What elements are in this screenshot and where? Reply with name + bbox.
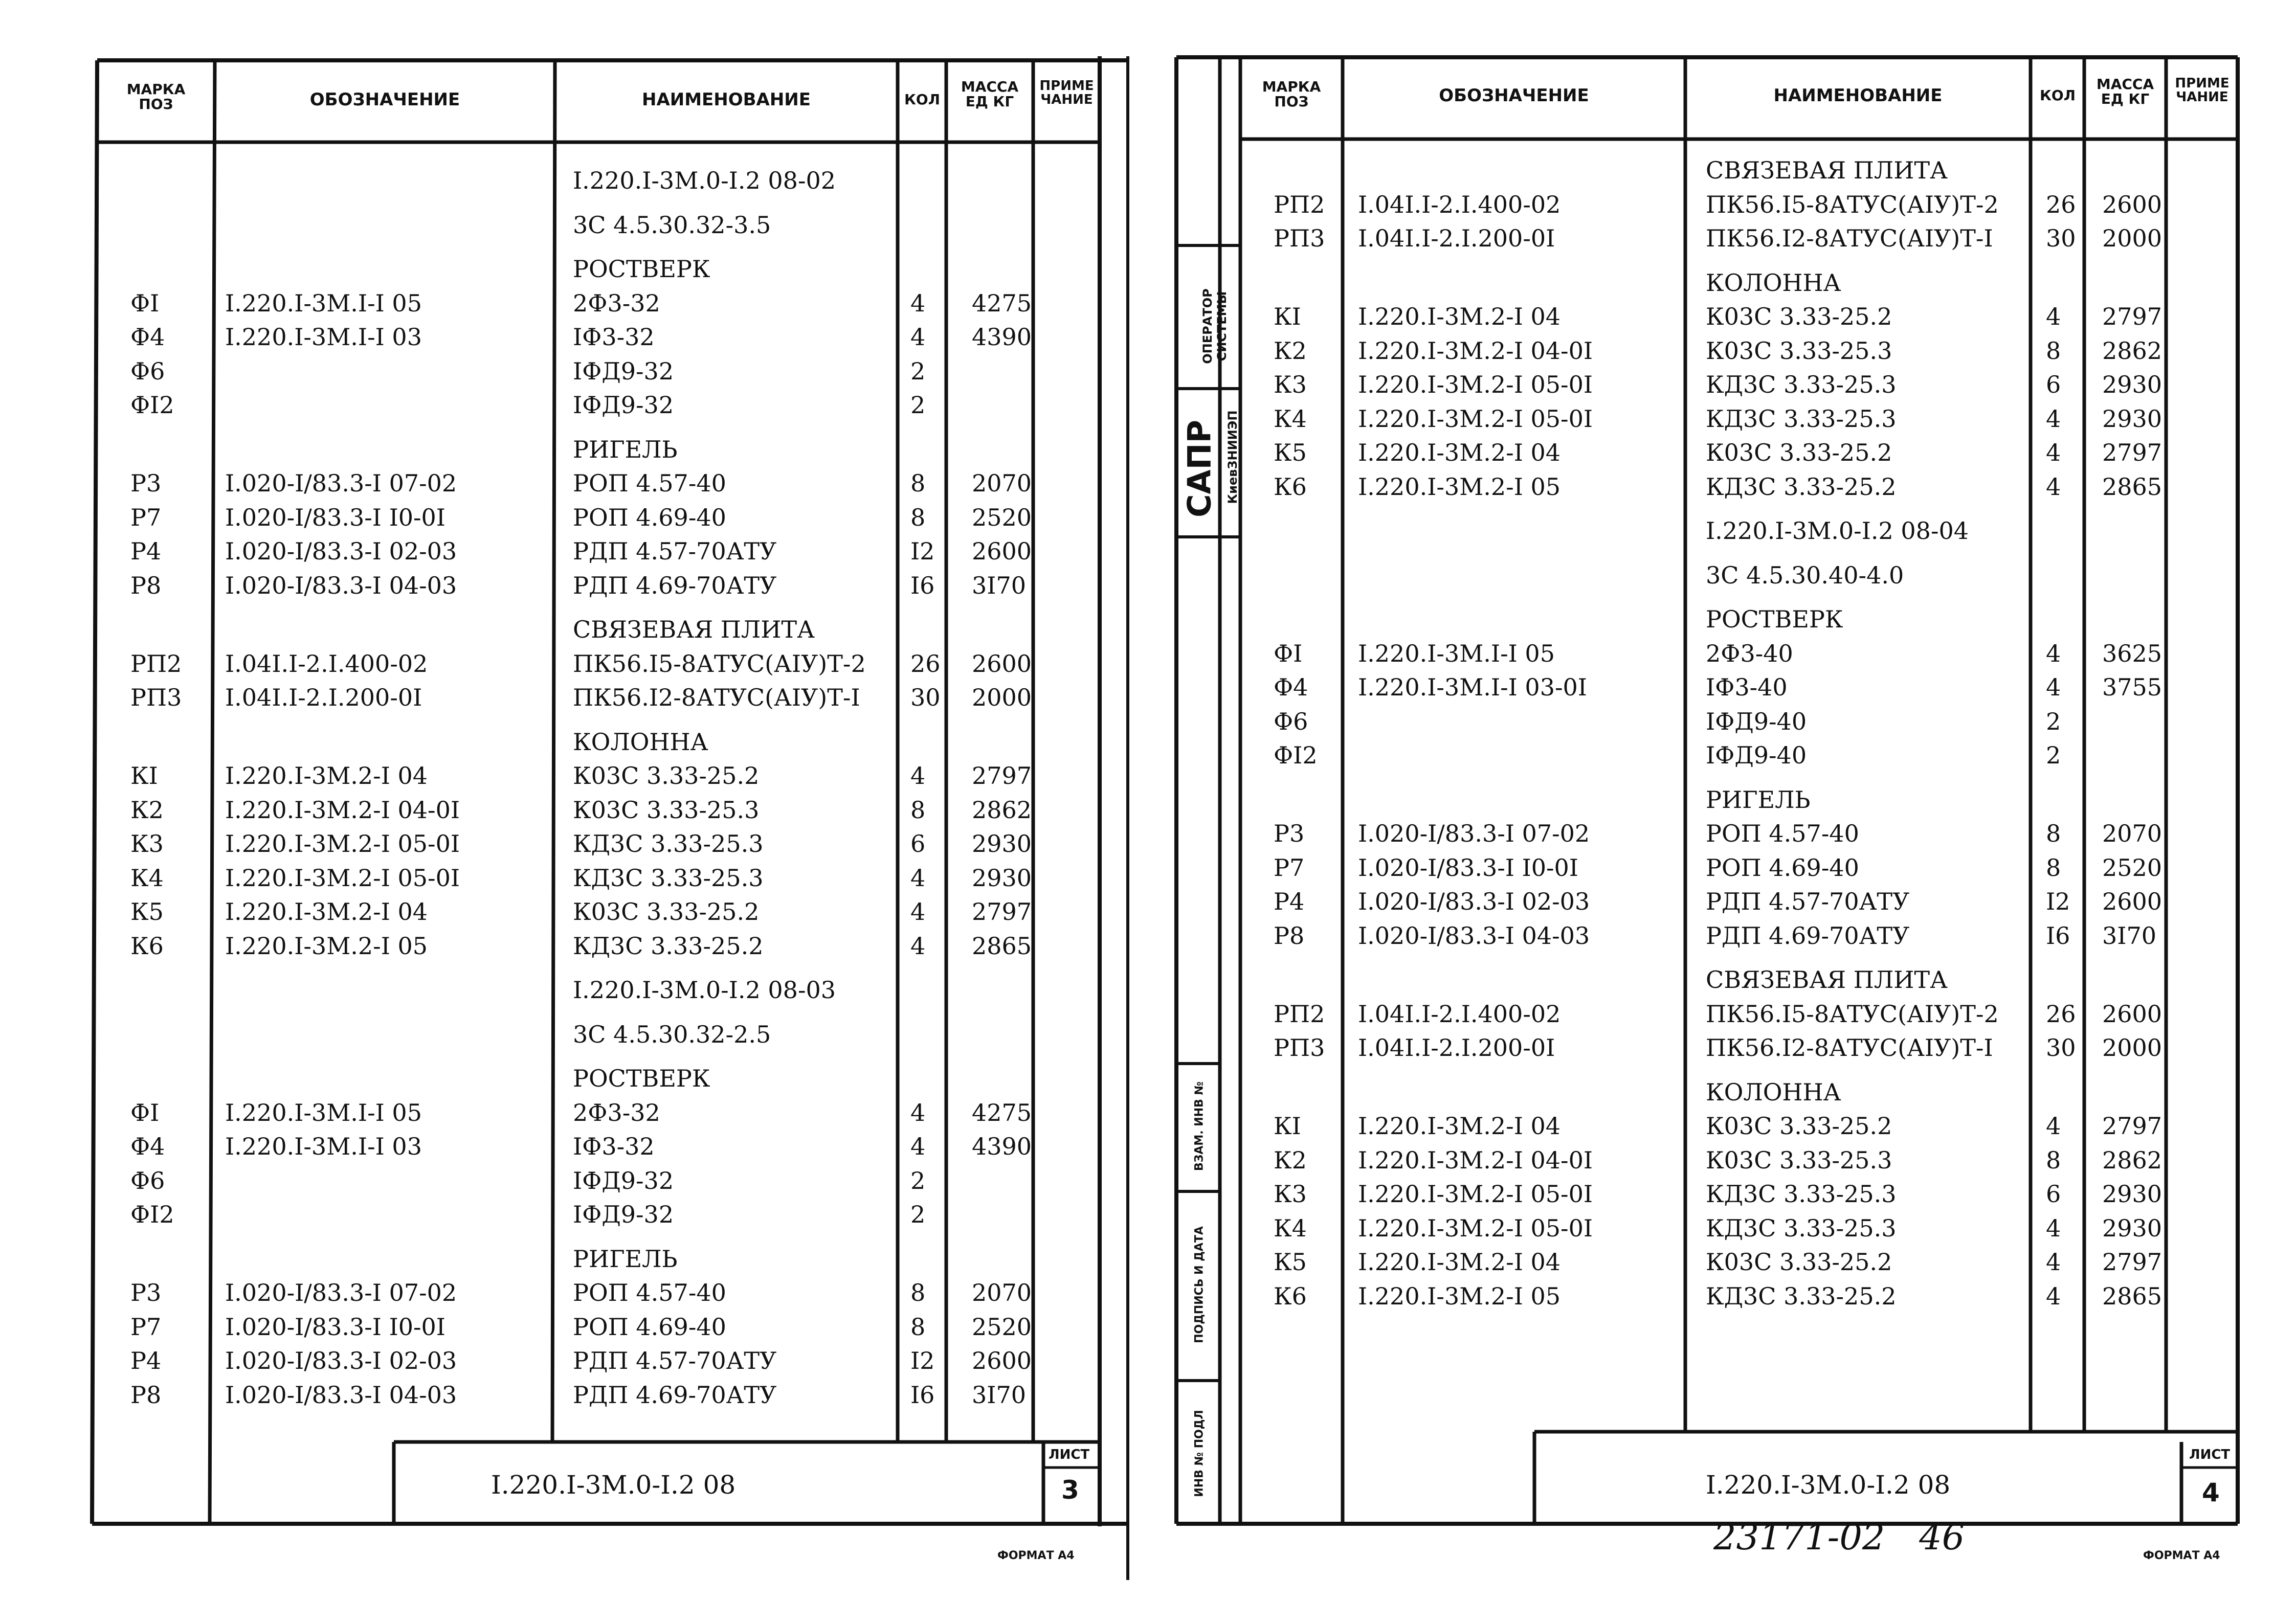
cell-mass: 2520	[972, 503, 1032, 531]
cell-mass: 4390	[972, 1133, 1032, 1160]
cell-name: I.220.I-3М.0-I.2 08-02	[573, 167, 836, 194]
cell-name: РОСТВЕРК	[1706, 605, 1843, 633]
cell-name: К03С 3.33-25.3	[1706, 336, 1892, 365]
cell-name: К03С 3.33-25.2	[1706, 439, 1892, 466]
cell-qty: 4	[2046, 1214, 2061, 1242]
cell-qty: 8	[910, 503, 926, 531]
cell-pos: Р3	[130, 469, 162, 497]
cell-name: 3С 4.5.30.32-2.5	[573, 1020, 771, 1048]
cell-pos: К6	[130, 932, 164, 960]
cell-mass: 2070	[972, 1279, 1032, 1306]
cell-qty: 4	[910, 864, 926, 892]
cell-designation: I.020-I/83.3-I 04-03	[225, 571, 457, 599]
cell-qty: 2	[910, 391, 926, 419]
cell-mass: 2865	[972, 932, 1032, 960]
cell-pos: Р4	[130, 1347, 162, 1374]
cell-designation: I.220.I-3М.2-I 04	[1358, 303, 1561, 330]
cell-designation: I.04I.I-2.I.400-02	[1358, 190, 1561, 218]
cell-designation: I.220.I-3М.I-I 03-0I	[1358, 673, 1587, 701]
cell-name: К03С 3.33-25.2	[1706, 303, 1892, 330]
cell-pos: ФI2	[130, 1201, 174, 1228]
cell-qty: 4	[910, 932, 926, 960]
cell-pos: Р8	[1274, 921, 1305, 950]
cell-designation: I.020-I/83.3-I 07-02	[225, 469, 457, 497]
cell-mass: 2000	[2102, 224, 2163, 252]
cell-name: РДП 4.57-70АТУ	[573, 537, 777, 565]
cell-pos: К2	[130, 796, 164, 824]
cell-name: ПК56.I2-8АТУС(АIУ)Т-I	[1706, 1034, 1993, 1062]
cell-qty: 4	[2046, 1248, 2061, 1276]
cell-qty: 4	[2046, 404, 2061, 433]
cell-pos: К3	[1274, 1180, 1307, 1208]
cell-designation: I.020-I/83.3-I 04-03	[1358, 921, 1590, 950]
cell-qty: I2	[2046, 888, 2070, 915]
cell-name: КОЛОННА	[1706, 1078, 1841, 1106]
cell-name: ПК56.I2-8АТУС(АIУ)Т-I	[573, 684, 860, 711]
cell-qty: 2	[910, 1166, 926, 1194]
cell-pos: КI	[130, 762, 158, 789]
cell-designation: I.220.I-3М.2-I 05-0I	[1358, 404, 1593, 433]
cell-designation: I.220.I-3М.2-I 04-0I	[1358, 1146, 1593, 1174]
cell-pos: Ф4	[130, 1133, 165, 1160]
cell-designation: I.220.I-3М.2-I 05	[1358, 1282, 1561, 1310]
cell-qty: 2	[2046, 741, 2061, 769]
cell-designation: I.04I.I-2.I.200-0I	[225, 684, 422, 711]
cell-mass: 4390	[972, 323, 1032, 351]
cell-mass: 2000	[2102, 1034, 2163, 1062]
cell-name: РОП 4.69-40	[573, 1313, 726, 1341]
cell-mass: 2600	[972, 1347, 1032, 1374]
cell-pos: ФI2	[130, 391, 174, 419]
cell-name: КОЛОННА	[1706, 268, 1841, 297]
cell-pos: К4	[130, 864, 164, 892]
cell-name: IФД9-32	[573, 1201, 674, 1228]
cell-qty: 4	[910, 1133, 926, 1160]
cell-pos: КI	[1274, 303, 1301, 330]
cell-name: 3С 4.5.30.32-3.5	[573, 211, 771, 239]
cell-name: ПК56.I5-8АТУС(АIУ)Т-2	[573, 649, 866, 678]
cell-designation: I.220.I-3М.2-I 04-0I	[225, 796, 460, 824]
cell-qty: I6	[910, 571, 935, 599]
cell-name: РДП 4.69-70АТУ	[1706, 921, 1910, 950]
cell-name: РОСТВЕРК	[573, 1065, 710, 1092]
cell-pos: Р4	[1274, 888, 1305, 915]
cell-qty: 8	[2046, 336, 2061, 365]
cell-name: КД3С 3.33-25.2	[573, 932, 764, 960]
cell-pos: РП2	[1274, 190, 1325, 218]
cell-name: I.220.I-3М.0-I.2 08-04	[1706, 517, 1969, 545]
cell-mass: 3I70	[972, 571, 1026, 599]
cell-designation: I.220.I-3М.2-I 05-0I	[1358, 371, 1593, 398]
cell-pos: К2	[1274, 1146, 1307, 1174]
cell-qty: I2	[910, 537, 935, 565]
cell-qty: 4	[2046, 639, 2061, 667]
header-note: ПРИМЕ ЧАНИЕ	[2175, 76, 2230, 105]
cell-mass: 2797	[2102, 303, 2163, 330]
cell-designation: I.020-I/83.3-I 02-03	[225, 537, 457, 565]
cell-designation: I.220.I-3М.2-I 05-0I	[1358, 1180, 1593, 1208]
cell-name: КД3С 3.33-25.3	[1706, 371, 1897, 398]
cell-pos: К5	[1274, 439, 1307, 466]
cell-qty: 8	[910, 1313, 926, 1341]
cell-name: КД3С 3.33-25.3	[1706, 404, 1897, 433]
cell-qty: 8	[2046, 820, 2061, 847]
cell-pos: Р3	[130, 1279, 162, 1306]
cell-pos: К3	[1274, 371, 1307, 398]
cell-qty: I6	[2046, 921, 2070, 950]
cell-pos: К6	[1274, 472, 1307, 501]
cell-pos: К2	[1274, 336, 1307, 365]
cell-qty: 26	[2046, 190, 2076, 218]
cell-pos: К6	[1274, 1282, 1307, 1310]
cell-name: IФД9-32	[573, 1166, 674, 1194]
header-mass: МАССА ЕД КГ	[961, 78, 1019, 110]
cell-mass: 2862	[972, 796, 1032, 824]
cell-mass: 2070	[972, 469, 1032, 497]
cell-designation: I.020-I/83.3-I 04-03	[225, 1381, 457, 1409]
cell-name: К03С 3.33-25.2	[1706, 1248, 1892, 1276]
cell-pos: Р8	[130, 1381, 162, 1409]
document-code: I.220.I-3М.0-I.2 08	[491, 1470, 736, 1500]
cell-mass: 3625	[2102, 639, 2163, 667]
cell-designation: I.220.I-3М.2-I 04	[225, 898, 428, 926]
cell-pos: Ф6	[130, 1166, 165, 1194]
cell-name: КД3С 3.33-25.3	[1706, 1180, 1897, 1208]
cell-designation: I.220.I-3М.2-I 05-0I	[225, 864, 460, 892]
cell-name: IФД9-32	[573, 391, 674, 419]
cell-pos: КI	[1274, 1112, 1301, 1140]
header-pos: МАРКА ПОЗ	[126, 81, 186, 113]
cell-designation: I.220.I-3М.I-I 05	[225, 289, 422, 317]
cell-mass: 2930	[972, 864, 1032, 892]
cell-designation: I.04I.I-2.I.200-0I	[1358, 224, 1555, 252]
cell-name: К03С 3.33-25.2	[573, 762, 760, 789]
cell-mass: 3I70	[972, 1381, 1026, 1409]
cell-mass: 4275	[972, 289, 1032, 317]
cell-qty: 4	[2046, 1112, 2061, 1140]
cell-designation: I.220.I-3М.I-I 05	[1358, 639, 1555, 667]
cell-name: КД3С 3.33-25.2	[1706, 1282, 1897, 1310]
stamp-sapr: САПР	[1180, 420, 1218, 517]
cell-name: IФ3-32	[573, 323, 655, 351]
cell-mass: 2797	[2102, 439, 2163, 466]
cell-designation: I.020-I/83.3-I 07-02	[225, 1279, 457, 1306]
cell-name: К03С 3.33-25.2	[573, 898, 760, 926]
cell-mass: 2930	[2102, 371, 2163, 398]
cell-designation: I.220.I-3М.2-I 04	[1358, 1248, 1561, 1276]
cell-mass: 2797	[2102, 1112, 2163, 1140]
cell-mass: 2930	[2102, 1180, 2163, 1208]
cell-designation: I.220.I-3М.2-I 05-0I	[1358, 1214, 1593, 1242]
cell-designation: I.020-I/83.3-I 02-03	[1358, 888, 1590, 915]
cell-name: РОП 4.69-40	[1706, 853, 1859, 882]
cell-qty: 2	[910, 357, 926, 385]
cell-designation: I.220.I-3М.2-I 05	[225, 932, 428, 960]
cell-name: 2Ф3-32	[573, 289, 660, 317]
cell-qty: 26	[2046, 1000, 2076, 1028]
header-designation: ОБОЗНАЧЕНИЕ	[1439, 85, 1589, 106]
cell-qty: 4	[2046, 303, 2061, 330]
sheet-number: 4	[2202, 1478, 2220, 1507]
header-name: НАИМЕНОВАНИЕ	[641, 89, 811, 110]
cell-name: ПК56.I5-8АТУС(АIУ)Т-2	[1706, 190, 1999, 218]
cell-qty: I6	[910, 1381, 935, 1409]
cell-pos: Ф4	[1274, 673, 1308, 701]
cell-name: СВЯЗЕВАЯ ПЛИТА	[1706, 966, 1948, 994]
cell-pos: ФI	[1274, 639, 1303, 667]
cell-name: РДП 4.57-70АТУ	[1706, 888, 1910, 915]
cell-name: РОП 4.69-40	[573, 503, 726, 531]
cell-designation: I.04I.I-2.I.400-02	[225, 649, 428, 678]
side-label-original-inv: ИНВ № ПОДЛ	[1193, 1410, 1206, 1497]
cell-name: КД3С 3.33-25.3	[573, 830, 764, 858]
header-pos: МАРКА ПОЗ	[1262, 78, 1321, 110]
cell-qty: 26	[910, 649, 941, 678]
cell-name: К03С 3.33-25.2	[1706, 1112, 1892, 1140]
cell-mass: 2070	[2102, 820, 2163, 847]
sheet-label: ЛИСТ	[1049, 1447, 1090, 1462]
stamp-operator: ОПЕРАТОР СИСТЕМЫ	[1200, 288, 1229, 364]
cell-mass: 2862	[2102, 336, 2163, 365]
cell-designation: I.020-I/83.3-I I0-0I	[1358, 853, 1578, 882]
document-code: I.220.I-3М.0-I.2 08	[1706, 1470, 1951, 1500]
cell-mass: 2930	[2102, 1214, 2163, 1242]
cell-qty: 4	[910, 289, 926, 317]
cell-designation: I.020-I/83.3-I I0-0I	[225, 1313, 445, 1341]
stamp-organization: КиевЗНИИЭП	[1225, 410, 1240, 504]
cell-qty: 8	[910, 469, 926, 497]
cell-qty: 4	[910, 323, 926, 351]
cell-name: РДП 4.69-70АТУ	[573, 571, 777, 599]
cell-name: РОП 4.57-40	[1706, 820, 1859, 847]
cell-designation: I.220.I-3М.I-I 03	[225, 1133, 422, 1160]
cell-mass: 2930	[972, 830, 1032, 858]
cell-mass: 2797	[2102, 1248, 2163, 1276]
cell-qty: 4	[2046, 439, 2061, 466]
format-label: ФОРМАТ А4	[997, 1549, 1075, 1562]
cell-name: 2Ф3-32	[573, 1098, 660, 1126]
cell-mass: 2600	[972, 537, 1032, 565]
cell-designation: I.020-I/83.3-I I0-0I	[225, 503, 445, 531]
cell-mass: 2797	[972, 762, 1032, 789]
cell-name: РИГЕЛЬ	[573, 435, 678, 463]
cell-name: РДП 4.69-70АТУ	[573, 1381, 777, 1409]
cell-pos: Р4	[130, 537, 162, 565]
cell-qty: 4	[2046, 472, 2061, 501]
cell-pos: К4	[1274, 404, 1307, 433]
cell-name: 3С 4.5.30.40-4.0	[1706, 561, 1904, 589]
cell-name: IФ3-40	[1706, 673, 1788, 701]
cell-name: IФ3-32	[573, 1133, 655, 1160]
cell-mass: 2600	[2102, 1000, 2163, 1028]
cell-name: СВЯЗЕВАЯ ПЛИТА	[573, 616, 815, 643]
cell-name: РОП 4.57-40	[573, 1279, 726, 1306]
cell-pos: РП2	[130, 649, 182, 678]
cell-qty: 30	[2046, 1034, 2076, 1062]
handwritten-inventory-number: 23171-02 46	[1713, 1516, 1965, 1558]
cell-qty: I2	[910, 1347, 935, 1374]
cell-name: ПК56.I5-8АТУС(АIУ)Т-2	[1706, 1000, 1999, 1028]
cell-designation: I.220.I-3М.2-I 04-0I	[1358, 336, 1593, 365]
cell-name: РИГЕЛЬ	[573, 1245, 678, 1273]
format-label: ФОРМАТ А4	[2143, 1549, 2220, 1562]
cell-name: КД3С 3.33-25.3	[1706, 1214, 1897, 1242]
cell-mass: 2520	[2102, 853, 2163, 882]
cell-qty: 4	[910, 1098, 926, 1126]
cell-pos: Р7	[1274, 853, 1305, 882]
cell-qty: 2	[910, 1201, 926, 1228]
cell-designation: I.220.I-3М.2-I 04	[1358, 439, 1561, 466]
cell-mass: 3755	[2102, 673, 2163, 701]
cell-name: 2Ф3-40	[1706, 639, 1793, 667]
cell-name: РОП 4.57-40	[573, 469, 726, 497]
cell-pos: К5	[130, 898, 164, 926]
header-note: ПРИМЕ ЧАНИЕ	[1039, 78, 1094, 108]
cell-pos: РП2	[1274, 1000, 1325, 1028]
cell-name: IФД9-32	[573, 357, 674, 385]
cell-qty: 8	[2046, 853, 2061, 882]
cell-qty: 30	[910, 684, 941, 711]
header-qty: КОЛ	[2040, 87, 2076, 104]
cell-qty: 4	[910, 762, 926, 789]
cell-pos: Р7	[130, 1313, 162, 1341]
cell-designation: I.220.I-3М.2-I 05	[1358, 472, 1561, 501]
cell-qty: 8	[2046, 1146, 2061, 1174]
cell-qty: 8	[910, 796, 926, 824]
cell-qty: 30	[2046, 224, 2076, 252]
cell-mass: 2000	[972, 684, 1032, 711]
cell-designation: I.04I.I-2.I.200-0I	[1358, 1034, 1555, 1062]
cell-pos: Ф4	[130, 323, 165, 351]
cell-pos: Р3	[1274, 820, 1305, 847]
cell-designation: I.020-I/83.3-I 07-02	[1358, 820, 1590, 847]
cell-qty: 8	[910, 1279, 926, 1306]
cell-mass: 2600	[2102, 888, 2163, 915]
cell-name: К03С 3.33-25.3	[573, 796, 760, 824]
cell-qty: 6	[910, 830, 926, 858]
sheet-number: 3	[1061, 1475, 1079, 1505]
cell-pos: К5	[1274, 1248, 1307, 1276]
cell-designation: I.020-I/83.3-I 02-03	[225, 1347, 457, 1374]
header-designation: ОБОЗНАЧЕНИЕ	[309, 89, 460, 110]
cell-pos: РП3	[1274, 224, 1325, 252]
cell-designation: I.220.I-3М.2-I 05-0I	[225, 830, 460, 858]
header-qty: КОЛ	[904, 91, 940, 108]
cell-pos: ФI	[130, 1098, 160, 1126]
cell-mass: 2797	[972, 898, 1032, 926]
cell-name: ПК56.I2-8АТУС(АIУ)Т-I	[1706, 224, 1993, 252]
cell-name: К03С 3.33-25.3	[1706, 1146, 1892, 1174]
cell-mass: 2600	[2102, 190, 2163, 218]
cell-mass: 4275	[972, 1098, 1032, 1126]
header-name: НАИМЕНОВАНИЕ	[1773, 85, 1943, 106]
cell-mass: 2930	[2102, 404, 2163, 433]
cell-mass: 2865	[2102, 1282, 2163, 1310]
cell-pos: РП3	[1274, 1034, 1325, 1062]
cell-name: РДП 4.57-70АТУ	[573, 1347, 777, 1374]
cell-qty: 2	[2046, 707, 2061, 735]
cell-name: РОСТВЕРК	[573, 255, 710, 283]
cell-mass: 3I70	[2102, 921, 2156, 950]
cell-qty: 4	[2046, 673, 2061, 701]
cell-qty: 6	[2046, 1180, 2061, 1208]
cell-name: КД3С 3.33-25.3	[573, 864, 764, 892]
cell-mass: 2600	[972, 649, 1032, 678]
side-label-replacement-inv: ВЗАМ. ИНВ №	[1193, 1081, 1206, 1171]
cell-qty: 6	[2046, 371, 2061, 398]
cell-qty: 4	[910, 898, 926, 926]
cell-pos: Р7	[130, 503, 162, 531]
cell-pos: Р8	[130, 571, 162, 599]
cell-designation: I.220.I-3М.I-I 05	[225, 1098, 422, 1126]
cell-pos: Ф6	[1274, 707, 1308, 735]
cell-name: I.220.I-3М.0-I.2 08-03	[573, 976, 836, 1004]
cell-pos: ФI	[130, 289, 160, 317]
header-mass: МАССА ЕД КГ	[2096, 76, 2154, 108]
cell-mass: 2865	[2102, 472, 2163, 501]
cell-name: РИГЕЛЬ	[1706, 785, 1811, 814]
cell-pos: К3	[130, 830, 164, 858]
cell-name: КД3С 3.33-25.2	[1706, 472, 1897, 501]
cell-pos: РП3	[130, 684, 182, 711]
cell-designation: I.220.I-3М.2-I 04	[1358, 1112, 1561, 1140]
cell-name: IФД9-40	[1706, 707, 1807, 735]
cell-name: IФД9-40	[1706, 741, 1807, 769]
cell-name: СВЯЗЕВАЯ ПЛИТА	[1706, 156, 1948, 184]
cell-pos: К4	[1274, 1214, 1307, 1242]
cell-designation: I.220.I-3М.I-I 03	[225, 323, 422, 351]
cell-name: КОЛОННА	[573, 728, 708, 756]
cell-mass: 2520	[972, 1313, 1032, 1341]
cell-pos: ФI2	[1274, 741, 1318, 769]
sheet-label: ЛИСТ	[2189, 1447, 2231, 1462]
side-label-signature-date: ПОДПИСЬ И ДАТА	[1193, 1226, 1206, 1343]
cell-designation: I.04I.I-2.I.400-02	[1358, 1000, 1561, 1028]
cell-mass: 2862	[2102, 1146, 2163, 1174]
cell-qty: 4	[2046, 1282, 2061, 1310]
cell-designation: I.220.I-3М.2-I 04	[225, 762, 428, 789]
cell-pos: Ф6	[130, 357, 165, 385]
